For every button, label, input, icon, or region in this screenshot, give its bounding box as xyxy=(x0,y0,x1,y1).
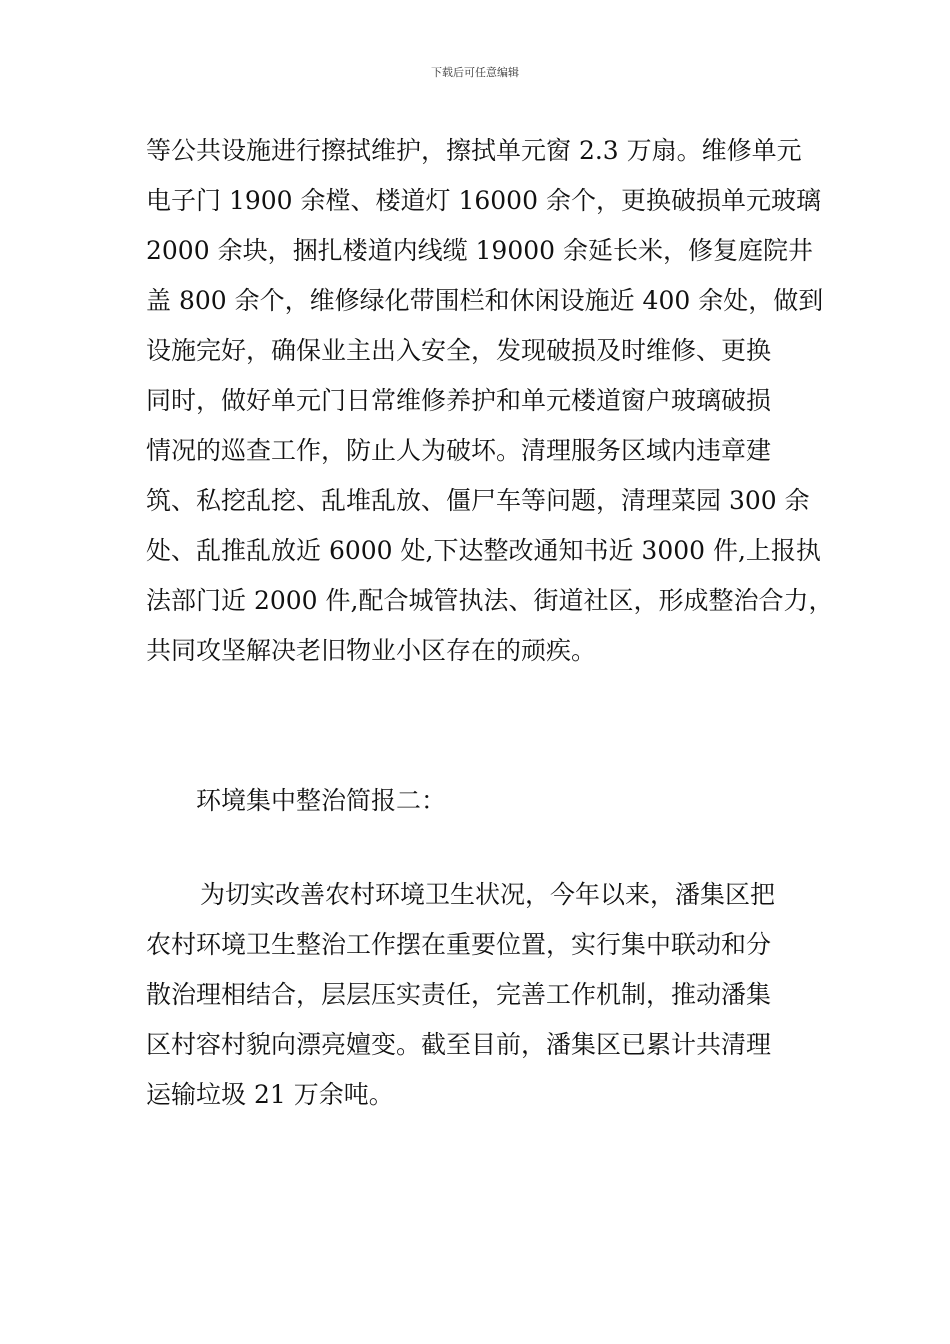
text-line: 区村容村貌向漂亮嬗变。截至目前，潘集区已累计共清理 xyxy=(146,1030,772,1059)
section-heading-2: 环境集中整治简报二： xyxy=(196,786,447,815)
text-line: 同时，做好单元门日常维修养护和单元楼道窗户玻璃破损 xyxy=(146,386,772,415)
text-line: 农村环境卫生整治工作摆在重要位置，实行集中联动和分 xyxy=(146,930,772,959)
text-line: 等公共设施进行擦拭维护，擦拭单元窗 2.3 万扇。维修单元 xyxy=(146,136,802,165)
body-paragraph-2 xyxy=(146,870,826,1120)
text-line: 筑、私挖乱挖、乱堆乱放、僵尸车等问题，清理菜园 300 余 xyxy=(146,486,810,515)
page-header-note: 下载后可任意编辑 xyxy=(431,66,519,79)
body-paragraph-1 xyxy=(146,126,834,676)
text-line: 设施完好，确保业主出入安全，发现破损及时维修、更换 xyxy=(146,336,772,365)
text-line: 处、乱推乱放近 6000 处,下达整改通知书近 3000 件,上报执 xyxy=(146,536,821,565)
text-line: 运输垃圾 21 万余吨。 xyxy=(146,1080,394,1109)
text-line: 散治理相结合，层层压实责任，完善工作机制，推动潘集 xyxy=(146,980,772,1009)
text-line: 2000 余块，捆扎楼道内线缆 19000 余延长米，修复庭院井 xyxy=(146,236,813,265)
text-line: 共同攻坚解决老旧物业小区存在的顽疾。 xyxy=(146,636,597,665)
text-line: 为切实改善农村环境卫生状况，今年以来，潘集区把 xyxy=(200,880,776,909)
text-line: 盖 800 余个，维修绿化带围栏和休闲设施近 400 余处，做到 xyxy=(146,286,824,315)
text-line: 情况的巡查工作，防止人为破坏。清理服务区域内违章建 xyxy=(146,436,772,465)
text-line: 法部门近 2000 件,配合城管执法、街道社区，形成整治合力， xyxy=(146,586,834,615)
text-line: 电子门 1900 余樘、楼道灯 16000 余个，更换破损单元玻璃 xyxy=(146,186,821,215)
